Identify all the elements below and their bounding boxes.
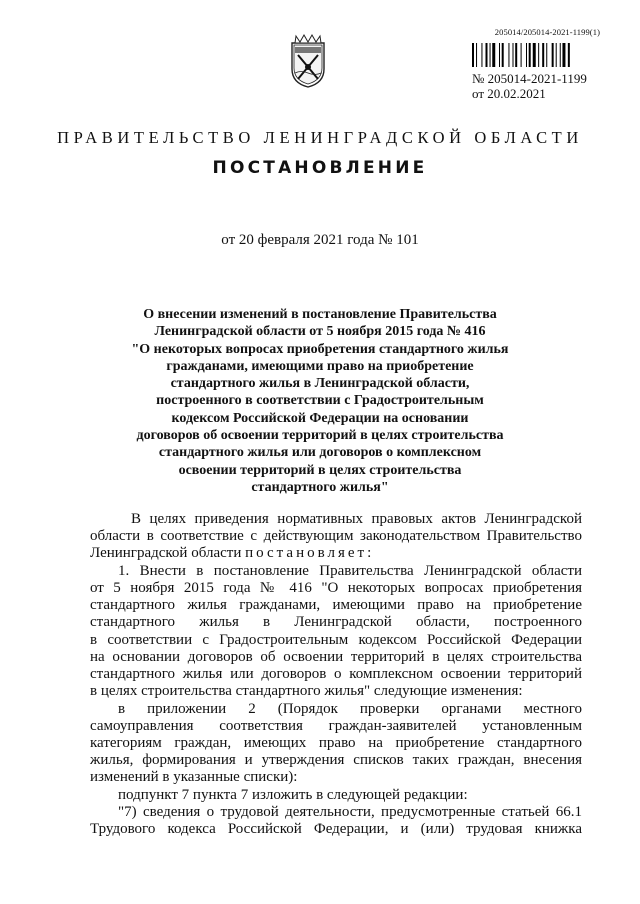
body-line [90,545,582,562]
body-line: В целях приведения нормативных правовых актов Ленинградской [131,511,582,527]
body-line: стандартного жилья гражданами, имеющими право на приобретение [90,597,582,613]
body-line: Трудового кодекса Российской Федерации, и (или) трудовая книжка [90,821,582,837]
body-line: в целях строительства стандартного жилья" следующие изменения: [90,683,523,699]
subject-line: договоров об освоении территорий в целях строительства [136,428,504,444]
body-text-spaced: постановляет: [245,545,375,561]
subject-line: "О некоторых вопросах приобретения стандартного жилья [131,341,509,357]
body-line: жилья, формирования и утверждения списков таких граждан, внесения [90,752,582,768]
subject-line: освоении территорий в целях строительства [178,462,462,478]
body-line: подпункт 7 пункта 7 изложить в следующей редакции: [118,787,468,803]
barcode-icon [472,43,592,67]
body-line: самоуправления соответствия граждан-заявителей установленным [90,718,582,734]
registration-number: № 205014-2021-1199 [472,71,587,86]
document-type: ПОСТАНОВЛЕНИЕ [212,158,428,178]
subject-line: О внесении изменений в постановление Правительства [143,307,497,322]
document-subject [100,306,540,496]
subject-line: построенного в соответствии с Градостроительным [156,393,484,409]
coat-of-arms-icon [288,33,328,89]
subject-line: Ленинградской области от 5 ноября 2015 года № 416 [154,324,486,340]
body-line: категориям граждан, имеющих право на приобретение стандартного [90,735,582,751]
subject-line: гражданами, имеющими право на приобретение [166,358,474,374]
body-line: в соответствии с Градостроительным кодексом Российской Федерации [90,632,582,648]
body-line: 1. Внести в постановление Правительства Ленинградской области [118,563,582,579]
subject-line: кодексом Российской Федерации на основании [171,410,469,426]
body-line: изменений в указанные списки): [90,769,298,785]
body-line: в приложении 2 (Порядок проверки органами местного [118,701,582,717]
body-line: области в соответствие с действующим законодательством Правительство [90,528,582,544]
document-code: 205014/205014-2021-1199(1) [494,27,600,37]
body-line: стандартного жилья или договоров о комплексном освоении территорий [90,666,582,682]
body-text: Ленинградской области [90,545,242,561]
subject-line: стандартного жилья в Ленинградской области, [170,376,470,392]
body-line: на основании договоров об освоении территорий в целях строительства [90,649,582,665]
subject-line: стандартного жилья" [251,479,389,495]
document-date: от 20 февраля 2021 года № 101 [221,232,419,248]
body-line: от 5 ноября 2015 года № 416 "О некоторых вопросах приобретения [90,580,582,596]
body-line: стандартного жилья в Ленинградской области, построенного [90,614,582,630]
government-title: ПРАВИТЕЛЬСТВО ЛЕНИНГРАДСКОЙ ОБЛАСТИ [57,128,583,147]
registration-date: от 20.02.2021 [472,86,546,101]
body-line: "7) сведения о трудовой деятельности, предусмотренные статьей 66.1 [118,804,582,820]
subject-line: стандартного жилья или договоров о комплексном [158,445,482,461]
